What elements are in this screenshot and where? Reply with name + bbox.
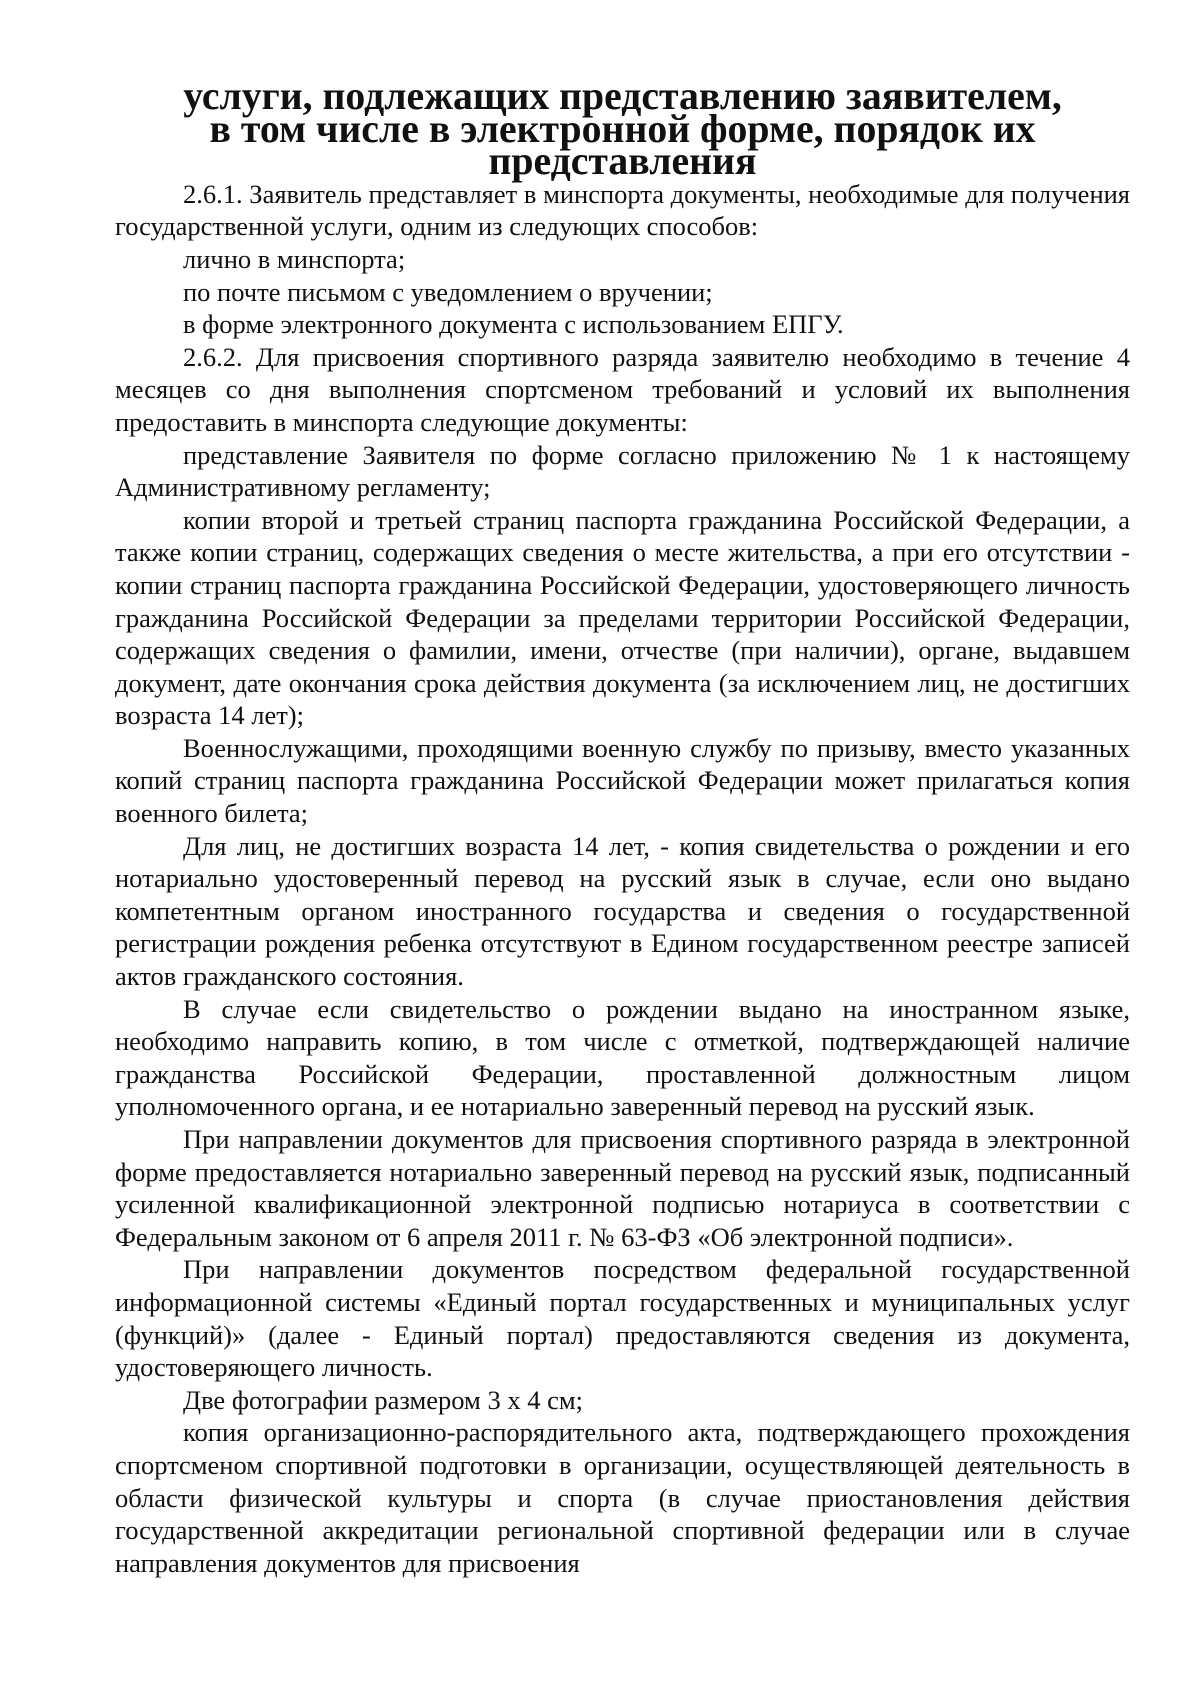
- paragraph-foreign-certificate: В случае если свидетельство о рождении выдано на иностранном языке, необходимо направить копию, в том числе с отметкой, подтверждающей наличие гражданства Российской Федерации, проставленной должностным лицом уполномоченного органа, и ее нотариально заверенный перевод на русский язык.: [115, 993, 1130, 1122]
- paragraph-military: Военнослужащими, проходящими военную службу по призыву, вместо указанных копий страниц паспорта гражданина Российской Федерации может прилагаться копия военного билета;: [115, 732, 1130, 829]
- paragraph-passport-copies: копии второй и третьей страниц паспорта гражданина Российской Федерации, а также копии страниц, содержащих сведения о месте жительства, а при его отсутствии - копии страниц паспорта гражданина Российской Федерации, удостоверяющего личность гражданина Российской Федерации за пределами территории Российской Федерации, содержащих сведения о фамилии, имени, отчестве (при наличии), органе, выдавшем документ, дате окончания срока действия документа (за исключением лиц, не достигших возраста 14 лет);: [115, 504, 1130, 731]
- paragraph-organizational-act: копия организационно-распорядительного акта, подтверждающего прохождения спортсменом спортивной подготовки в организации, осуществляющей деятельность в области физической культуры и спорта (в случае приостановления действия государственной аккредитации региональной спортивной федерации или в случае направления документов для присвоения: [115, 1417, 1130, 1578]
- paragraph-2-6-2: 2.6.2. Для присвоения спортивного разряда заявителю необходимо в течение 4 месяцев со дня выполнения спортсменом требований и условий их выполнения предоставить в минспорта следующие документы:: [115, 341, 1130, 437]
- paragraph-unified-portal: При направлении документов посредством федеральной государственной информационной системы «Единый портал государственных и муниципальных услуг (функций)» (далее - Единый портал) предоставляются сведения из документа, удостоверяющего личность.: [115, 1254, 1130, 1383]
- paragraph-photos: Две фотографии размером 3 х 4 см;: [183, 1384, 583, 1415]
- section-heading: [115, 74, 1130, 184]
- list-item-in-person: лично в минспорта;: [183, 243, 406, 274]
- paragraph-representation: представление Заявителя по форме согласно приложению № 1 к настоящему Административному регламенту;: [115, 439, 1130, 503]
- paragraph-2-6-1: 2.6.1. Заявитель представляет в минспорта документы, необходимые для получения государственной услуги, одним из следующих способов:: [115, 178, 1130, 242]
- paragraph-electronic-translation: При направлении документов для присвоения спортивного разряда в электронной форме предоставляется нотариально заверенный перевод на русский язык, подписанный усиленной квалификационной электронной подписью нотариуса в соответствии с Федеральным законом от 6 апреля 2011 г. № 63-ФЗ «Об электронной подписи».: [115, 1124, 1130, 1252]
- list-item-electronic: в форме электронного документа с использованием ЕПГУ.: [183, 309, 844, 340]
- list-item-by-mail: по почте письмом с уведомлением о вручении;: [183, 276, 713, 307]
- document-page: [115, 74, 1130, 1579]
- heading-line-1: услуги, подлежащих представлению заявителем,: [183, 74, 1062, 118]
- heading-line-2: в том числе в электронной форме, порядок их представления: [209, 106, 1036, 184]
- paragraph-minors: Для лиц, не достигших возраста 14 лет, - копия свидетельства о рождении и его нотариально удостоверенный перевод на русский язык в случае, если оно выдано компетентным органом иностранного государства и сведения о государственной регистрации рождения ребенка отсутствуют в Едином государственном реестре записей актов гражданского состояния.: [115, 830, 1130, 992]
